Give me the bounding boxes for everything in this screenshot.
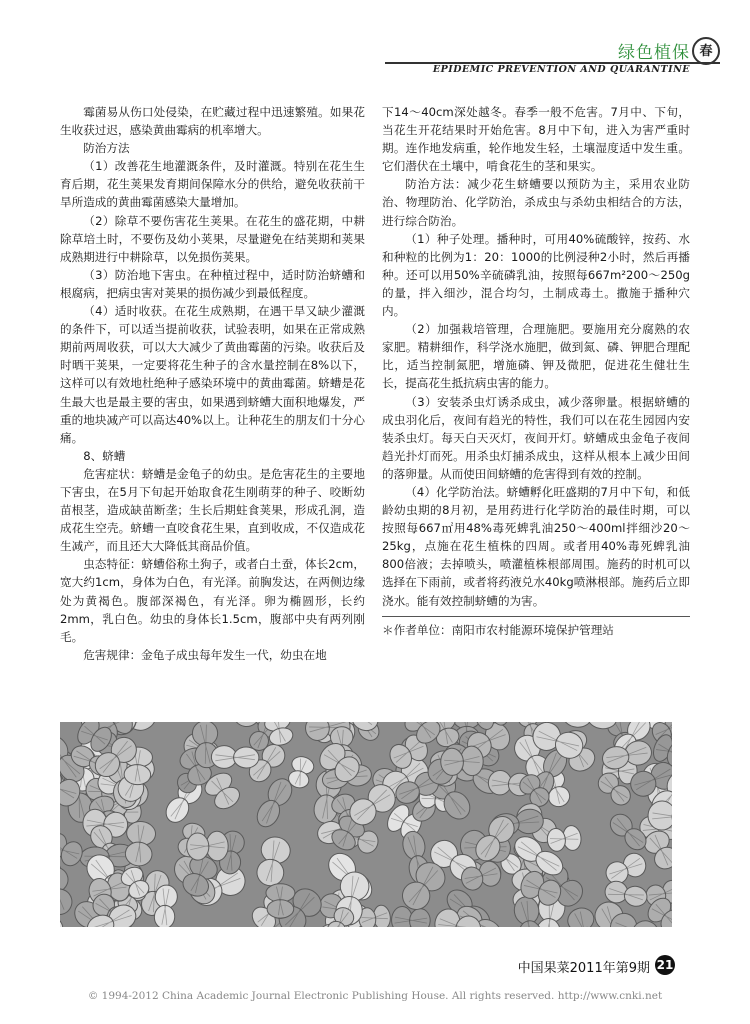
- logo-icon: [692, 37, 720, 65]
- right-column: [382, 103, 690, 639]
- section-subtitle: EPIDEMIC PREVENTION AND QUARANTINE: [432, 64, 690, 75]
- paragraph: （4）适时收获。在花生成熟期，在遇干旱又缺少灌溉的条件下，可以适当提前收获，试验表明，如果在正常成熟期前两周收获，可以大大减少了黄曲霉菌的污染。收获后及时晒干荚果，一定要将花生种子的含水量控制在8%以下，这样可以有效地杜绝种子感染环境中的黄曲霉菌。蛴螬是花生最大也是最主要的害虫，如果遇到蛴螬大面积地爆发，严重的地块减产可以高达40%以上。让种花生的朋友们十分心痛。: [60, 304, 365, 445]
- paragraph: （1）改善花生地灌溉条件，及时灌溉。特别在花生生育后期，花生荚果发育期间保障水分的供给，避免收获前干旱所造成的黄曲霉菌感染大量增加。: [60, 159, 365, 210]
- paragraph: 防治方法: [83, 141, 130, 156]
- paragraph: （4）化学防治法。蛴螬孵化旺盛期的7月中下旬，和低龄幼虫期的8月初，是用药进行化学防治的最佳时期，可以按照每667㎡用48%毒死蜱乳油250～400ml拌细沙20～25kg，点施在花生植株的四周。或者用40%毒死蜱乳油800倍液；去掉喷头，喷灌植株根部周围。施药的时机可以选择在下雨前，或者将药液兑水40kg喷淋根部。施药后立即浇水。能有效控制蛴螬的为害。: [382, 484, 690, 608]
- paragraph: （2）加强栽培管理，合理施肥。要施用充分腐熟的农家肥。精耕细作，科学浇水施肥，做到氮、磷、钾肥合理配比，适当控制氮肥，增施磷、钾及微肥，促进花生健壮生长，提高花生抵抗病虫害的能力。: [382, 322, 690, 391]
- paragraph: （1）种子处理。播种时，可用40%硫酸锌，按药、水和种粒的比例为1：20：1000的比例浸种2小时，然后再播种。还可以用50%辛硫磷乳油，按照每667m²200～250g的量，拌入细沙，混合均匀，土制成毒土。撒施于播种穴内。: [382, 231, 690, 319]
- author-note: ＊作者单位：南阳市农村能源环境保护管理站: [382, 616, 690, 639]
- paragraph: 危害规律：金龟子成虫每年发生一代，幼虫在地: [83, 647, 327, 662]
- paragraph: （2）除草不要伤害花生荚果。在花生的盛花期，中耕除草培土时，不要伤及幼小荚果，尽量避免在结荚期和荚果成熟期进行中耕除草，以免损伤荚果。: [60, 213, 365, 264]
- paragraph: 防治方法：减少花生蛴螬要以预防为主，采用农业防治、物理防治、化学防治，杀成虫与杀幼虫相结合的方法，进行综合防治。: [382, 177, 690, 228]
- paragraph: （3）防治地下害虫。在种植过程中，适时防治蛴螬和根腐病，把病虫害对荚果的损伤减少到最低程度。: [60, 267, 365, 300]
- logo-glyph: 春: [699, 44, 713, 59]
- copyright: © 1994-2012 China Academic Journal Electronic Publishing House. All rights reserved. http://www.cnki.net: [87, 990, 663, 1002]
- paragraph: 虫态特征：蛴螬俗称土狗子，或者白土蚕，体长2cm，宽大约1cm，身体为白色，有光泽。前胸发达，在两侧边缘处为黄褐色。腹部深褐色，有光泽。卵为椭圆形，长约2mm，乳白色。幼虫的身体长1.5cm，腹部中央有两列刚毛。: [60, 557, 365, 644]
- paragraph: （3）安装杀虫灯诱杀成虫，减少落卵量。根据蛴螬的成虫羽化后，夜间有趋光的特性，我们可以在花生园园内安装杀虫灯。每天白天灭灯，夜间开灯。蛴螬成虫金龟子夜间趋光扑灯而死。用杀虫灯捕杀成虫，这样从根本上减少田间的落卵量。从而使田间蛴螬的危害得到有效的控制。: [382, 394, 690, 481]
- section-heading: 8、蛴螬: [83, 448, 126, 463]
- section-title: 绿色植保: [618, 43, 690, 63]
- paragraph: 下14～40cm深处越冬。春季一般不危害。7月中、下旬，当花生开花结果时开始危害。8月中下旬，进入为害严重时期。连作地发病重，轮作地发生轻，土壤湿度适中发生重。它们潜伏在土壤中，啃食花生的茎和果实。: [382, 105, 690, 174]
- peanuts-image: [60, 722, 672, 927]
- journal-footer: 中国果菜2011年第9期: [517, 961, 650, 976]
- left-column: [60, 103, 365, 664]
- paragraph: 危害症状：蛴螬是金龟子的幼虫。是危害花生的主要地下害虫，在5月下旬起开始取食花生刚萌芽的种子、咬断幼苗根茎，造成缺苗断垄；生长后期蛀食荚果，形成孔洞，造成花生空壳。蛴螬一直咬食花生果，直到收成，不仅造成花生减产，而且还大大降低其商品价值。: [60, 466, 365, 554]
- paragraph: 霉菌易从伤口处侵染，在贮藏过程中迅速繁殖。如果花生收获过迟，感染黄曲霉病的机率增大。: [60, 105, 365, 138]
- page-number: 21: [655, 955, 675, 975]
- peanuts-photo: [60, 722, 672, 927]
